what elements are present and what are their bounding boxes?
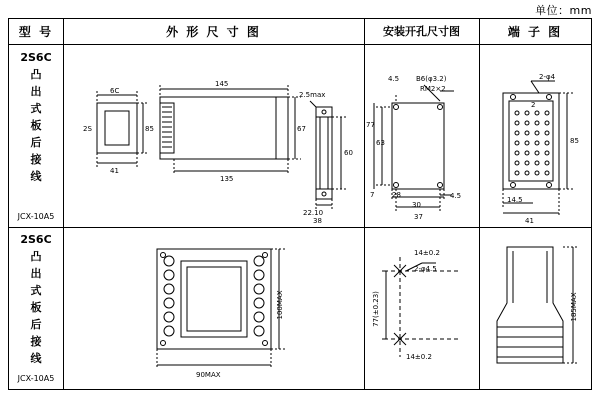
row1-hole-label-1: B6(φ3.2) (416, 75, 447, 83)
row2-v3: 板 (30, 301, 42, 314)
row1-hole-label-3: 77 (366, 121, 375, 129)
row1-outline-label-10: 38 (313, 217, 322, 225)
row1-outline-label-4: 145 (215, 80, 229, 88)
header-outline: 外 形 尺 寸 图 (166, 25, 261, 39)
row1-hole-drawing (364, 45, 479, 227)
unit-note: 单位：mm (535, 4, 592, 17)
row1-v6: 线 (30, 170, 42, 183)
row2-terminal-drawing (479, 227, 591, 389)
row1-v0: 凸 (30, 68, 42, 81)
row2-v5: 接 (30, 335, 42, 348)
row1-hole-label-9: 37 (414, 213, 423, 221)
row1-outline-label-0: 6C (110, 87, 120, 95)
row1-hole-label-8: 30 (412, 201, 421, 209)
row1-terminal-label-3: 14.5 (507, 196, 523, 204)
row1-v5: 接 (30, 153, 42, 166)
row2-outline-label-1: 90MAX (196, 371, 221, 379)
row1-model-cell (9, 45, 63, 227)
row1-hole-label-5: 7 (370, 191, 375, 199)
row1-v4: 后 (30, 136, 42, 149)
row2-v1: 出 (30, 267, 42, 280)
row1-terminal-label-0: 2-φ4 (539, 73, 556, 81)
row2-hole-label-1: 2-φ4.5 (414, 265, 437, 273)
header-model: 型 号 (18, 25, 54, 39)
row2-hole-label-2: 77(±0.23) (372, 291, 380, 327)
row2-model-cell (9, 227, 63, 389)
row2-outline-drawing (63, 227, 364, 389)
row1-model: 2S6C (20, 51, 52, 64)
row1-terminal-drawing (479, 45, 591, 227)
row1-outline-drawing (63, 45, 364, 227)
row2-hole-label-0: 14±0.2 (414, 249, 440, 257)
row1-hole-label-2: RM2×2 (420, 85, 446, 93)
header-terminal: 端 子 图 (507, 25, 563, 39)
row1-outline-label-6: 67 (297, 125, 306, 133)
row2-hole-drawing (364, 227, 479, 389)
row1-hole-label-4: 63 (376, 139, 385, 147)
row1-code: JCX-10A5 (17, 212, 55, 221)
row1-outline-label-8: 60 (344, 149, 353, 157)
row2-v4: 后 (30, 318, 42, 331)
row1-terminal-label-4: 41 (525, 217, 534, 225)
row1-hole-label-0: 4.5 (388, 75, 400, 83)
row1-outline-label-5: 135 (220, 175, 234, 183)
row2-terminal-label-0: 185MAX (570, 292, 578, 322)
row2-v0: 凸 (30, 250, 42, 263)
row2-v6: 线 (30, 352, 42, 365)
row1-outline-label-7: 2.5max (299, 91, 326, 99)
row2-v2: 式 (30, 284, 42, 297)
row1-outline-label-1: 2S (83, 125, 92, 133)
row2-model: 2S6C (20, 233, 52, 246)
row1-terminal-label-1: 2 (531, 101, 536, 109)
row1-hole-label-7: 4.5 (450, 192, 462, 200)
header-hole: 安装开孔尺寸图 (383, 25, 460, 38)
row1-terminal-label-2: 85 (570, 137, 579, 145)
row1-v2: 式 (30, 102, 42, 115)
row1-hole-label-6: 28 (392, 191, 401, 199)
row1-v3: 板 (30, 119, 42, 132)
row1-v1: 出 (30, 85, 42, 98)
row1-outline-label-9: 22.10 (303, 209, 324, 217)
row1-outline-label-2: 41 (110, 167, 119, 175)
row1-outline-label-3: 85 (145, 125, 154, 133)
row2-outline-label-0: 100MAX (276, 290, 284, 320)
row2-code: JCX-10A5 (17, 374, 55, 383)
row2-hole-label-3: 14±0.2 (406, 353, 432, 361)
drawing-table (8, 18, 592, 390)
